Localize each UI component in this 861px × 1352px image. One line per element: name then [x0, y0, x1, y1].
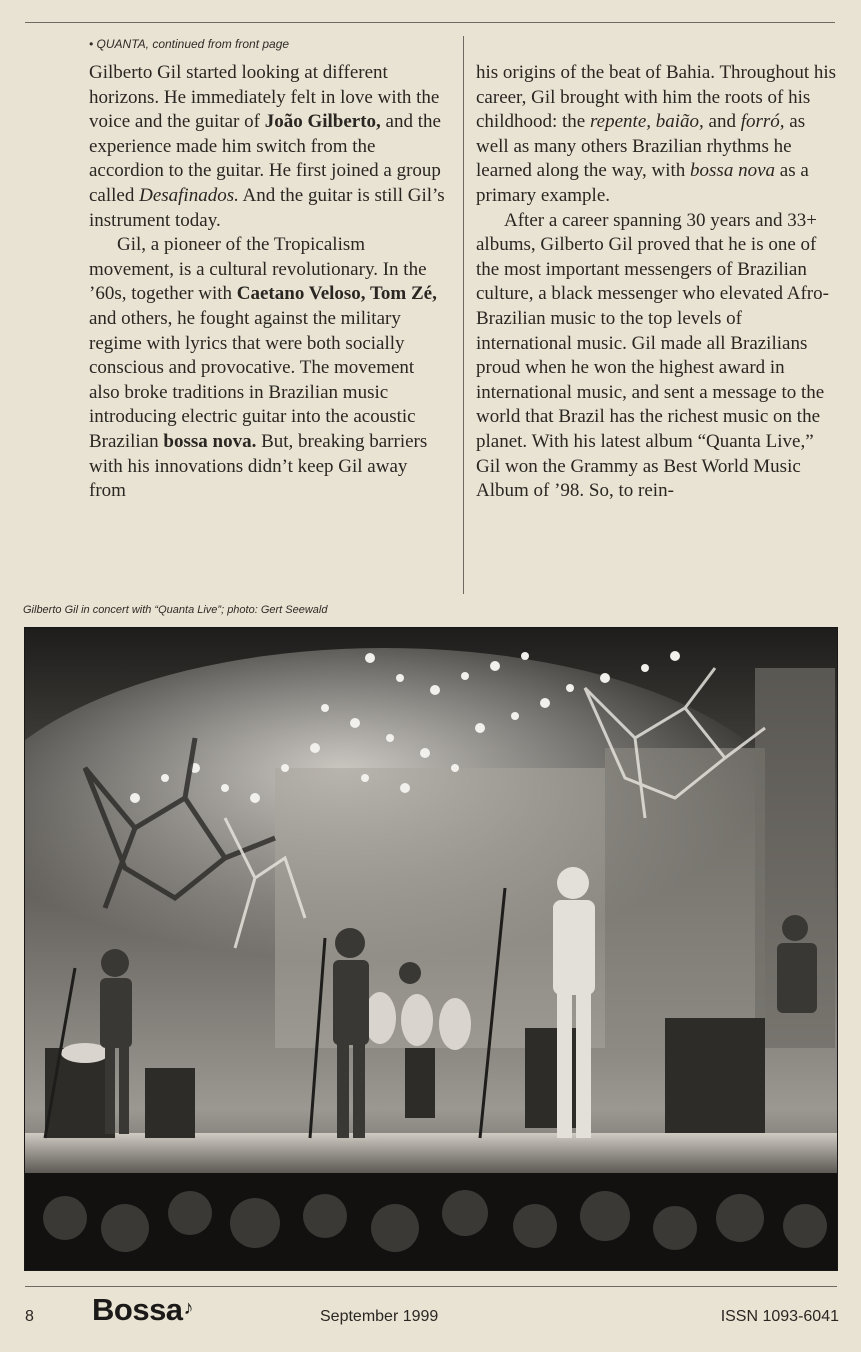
issn: ISSN 1093-6041	[720, 1308, 839, 1325]
issue-date: September 1999	[320, 1308, 439, 1325]
article-column-left	[89, 61, 449, 504]
column-divider	[463, 36, 464, 594]
name-joao-gilberto: João Gilberto,	[264, 111, 381, 133]
group-desafinados: Desafinados.	[139, 184, 239, 206]
paragraph-2: Gil, a pioneer of the Tropicalism movement, is a cultural revolutionary. In the ’60s, together with Caetano Veloso, Tom Zé, and others, he fought against the military regime with lyrics that were both socially conscious and provocative. The movement also broke traditions in Brazilian music introducing electric guitar into the acoustic Brazilian bossa nova. But, breaking barriers with his innovations didn’t keep Gil away from	[89, 234, 437, 502]
names-caetano-tom: Caetano Veloso, Tom Zé,	[236, 283, 437, 305]
bottom-rule	[25, 1286, 837, 1287]
photo-caption: Gilberto Gil in concert with “Quanta Live”; photo: Gert Seewald	[23, 604, 328, 616]
term-bossa-nova: bossa nova.	[163, 430, 257, 452]
concert-photo-illustration	[25, 628, 837, 1270]
page-number: 8	[25, 1308, 34, 1325]
music-note-icon: ♪	[183, 1297, 194, 1319]
concert-photo	[24, 627, 838, 1271]
paragraph-3: his origins of the beat of Bahia. Throughout his career, Gil brought with him the roots of his childhood: the repente, baião, and forró, as well as many others Brazilian rhythms he learned along the way, with bossa nova as a primary example.	[476, 62, 837, 206]
article-column-right	[476, 61, 838, 504]
continued-note: • QUANTA, continued from front page	[89, 37, 290, 51]
paragraph-1: Gilberto Gil started looking at different horizons. He immediately felt in love with the voice and the guitar of João Gilberto, and the experience made him switch from the accordion to the guitar. He first joined a group called Desafinados. And the guitar is still Gil’s instrument today.	[89, 62, 445, 231]
top-rule	[25, 22, 835, 23]
bossa-logo: Bossa♪	[92, 1292, 194, 1327]
paragraph-4: After a career spanning 30 years and 33+ albums, Gilberto Gil proved that he is one of the most important messengers of Brazilian culture, a black messenger who elevated Afro-Brazilian music to the top levels of international music. Gil made all Brazilians proud when he won the highest award in international music, and sent a message to the world that Brazil has the richest music on the planet. With his latest album “Quanta Live,” Gil won the Grammy as Best World Music Album of ’98. So, to rein-	[476, 209, 829, 502]
